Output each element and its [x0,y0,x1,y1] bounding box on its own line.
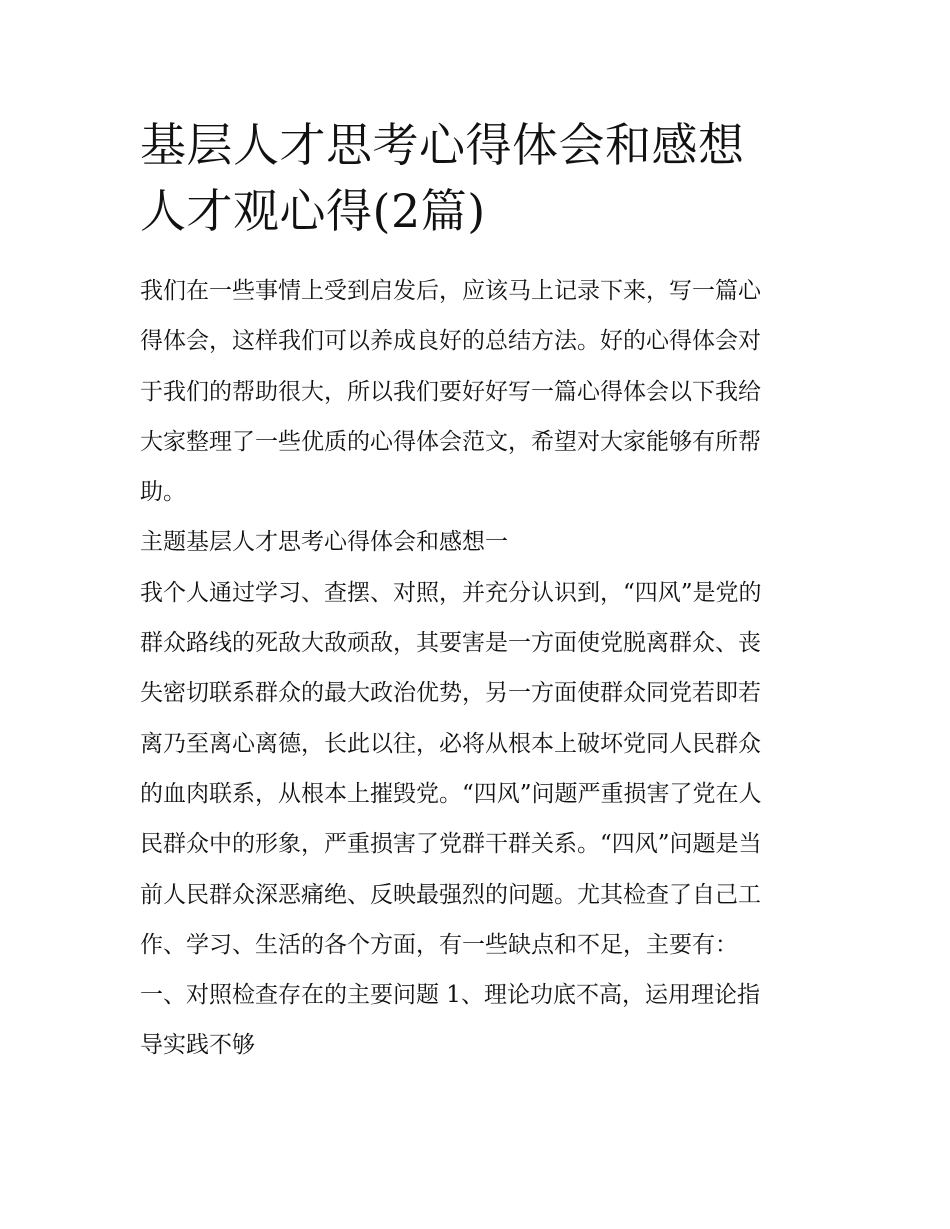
section-heading: 主题基层人才思考心得体会和感想一 [140,529,508,556]
intro-line-2: 得体会，这样我们可以养成良好的总结方法。好的心得体会对 [140,328,761,355]
body-line-7: 前人民群众深恶痛绝、反映最强烈的问题。尤其检查了自己工 [140,881,761,908]
title-line-1: 基层人才思考心得体会和感想 [140,118,745,172]
title-line-2: 人才观心得(2篇) [140,184,486,238]
document-content [140,112,812,1071]
body-line-3: 失密切联系群众的最大政治优势，另一方面使群众同党若即若 [140,680,761,707]
body-line-4: 离乃至离心离德，长此以往，必将从根本上破坏党同人民群众 [140,730,761,757]
intro-paragraph [140,266,812,517]
intro-line-3: 于我们的帮助很大，所以我们要好好写一篇心得体会以下我给 [140,378,761,405]
intro-line-4: 大家整理了一些优质的心得体会范文，希望对大家能够有所帮 [140,428,761,455]
body-line-9: 一、对照检查存在的主要问题 1、理论功底不高，运用理论指 [140,982,760,1009]
body-paragraph [140,568,812,1071]
body-line-10: 导实践不够 [140,1032,255,1059]
body-line-6: 民群众中的形象，严重损害了党群干群关系。“四风”问题是当 [140,831,762,858]
document-title [140,112,812,244]
body-line-8: 作、学习、生活的各个方面，有一些缺点和不足，主要有： [140,931,738,958]
intro-line-5: 助。 [140,479,186,506]
body-line-5: 的血肉联系，从根本上摧毁党。“四风”问题严重损害了党在人 [140,780,762,807]
body-line-1: 我个人通过学习、查摆、对照，并充分认识到，“四风”是党的 [140,579,762,606]
body-line-2: 群众路线的死敌大敌顽敌，其要害是一方面使党脱离群众、丧 [140,630,761,657]
intro-line-1: 我们在一些事情上受到启发后，应该马上记录下来，写一篇心 [140,278,761,304]
